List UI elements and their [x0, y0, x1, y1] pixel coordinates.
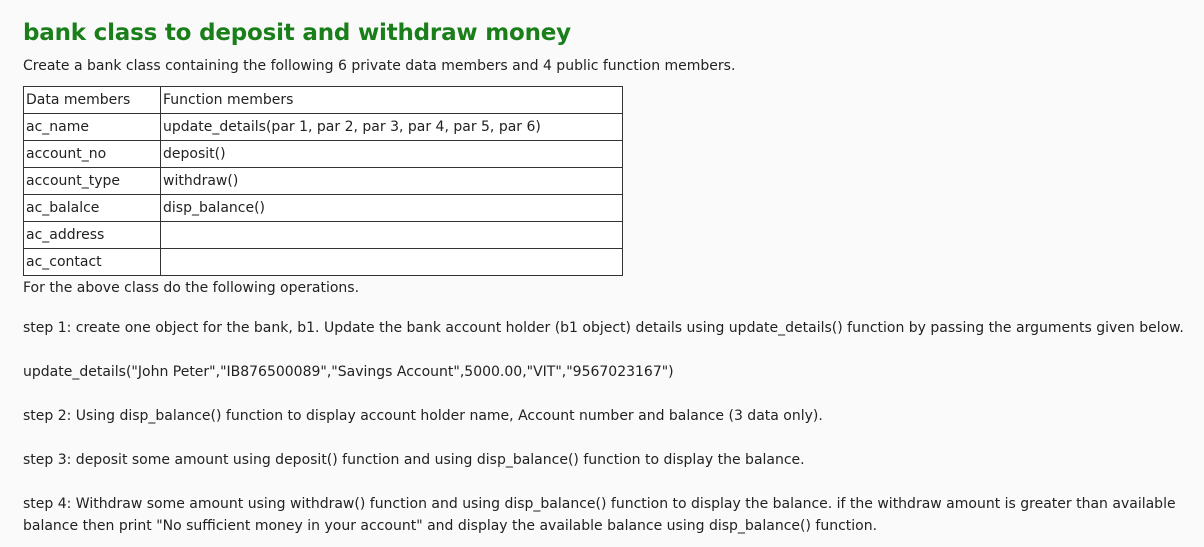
page-title: bank class to deposit and withdraw money [23, 20, 571, 46]
table-row [24, 141, 623, 168]
table-header-row [24, 87, 623, 114]
header-function-members: Function members [161, 87, 623, 114]
intro-text: Create a bank class containing the following 6 private data members and 4 public function members. [23, 58, 736, 74]
step-3-text: step 3: deposit some amount using deposit() function and using disp_balance() function to display the balance. [23, 452, 805, 468]
update-details-call: update_details("John Peter","IB876500089","Savings Account",5000.00,"VIT","9567023167") [23, 364, 674, 380]
step-2-text: step 2: Using disp_balance() function to display account holder name, Account number and balance (3 data only). [23, 408, 823, 424]
step-1-text: step 1: create one object for the bank, b1. Update the bank account holder (b1 object) details using update_details() function by passing the arguments given below. [23, 320, 1184, 336]
function-member-cell [161, 222, 623, 249]
function-member-cell [161, 249, 623, 276]
table-row [24, 222, 623, 249]
data-member-cell: ac_address [24, 222, 161, 249]
function-member-cell: disp_balance() [161, 195, 623, 222]
data-member-cell: account_type [24, 168, 161, 195]
step-4-text: step 4: Withdraw some amount using withdraw() function and using disp_balance() function to display the balance. if the withdraw amount is greater than available balance then print "No sufficient money in your account" and display the available balance using disp_balance() function. [23, 496, 1176, 534]
function-member-cell: update_details(par 1, par 2, par 3, par 4, par 5, par 6) [161, 114, 623, 141]
table-row [24, 249, 623, 276]
table-row [24, 195, 623, 222]
data-member-cell: account_no [24, 141, 161, 168]
header-data-members: Data members [24, 87, 161, 114]
function-member-cell: deposit() [161, 141, 623, 168]
operations-intro: For the above class do the following operations. [23, 280, 360, 296]
table-row [24, 114, 623, 141]
table-row [24, 168, 623, 195]
members-table [23, 86, 623, 276]
data-member-cell: ac_balalce [24, 195, 161, 222]
data-member-cell: ac_name [24, 114, 161, 141]
function-member-cell: withdraw() [161, 168, 623, 195]
data-member-cell: ac_contact [24, 249, 161, 276]
